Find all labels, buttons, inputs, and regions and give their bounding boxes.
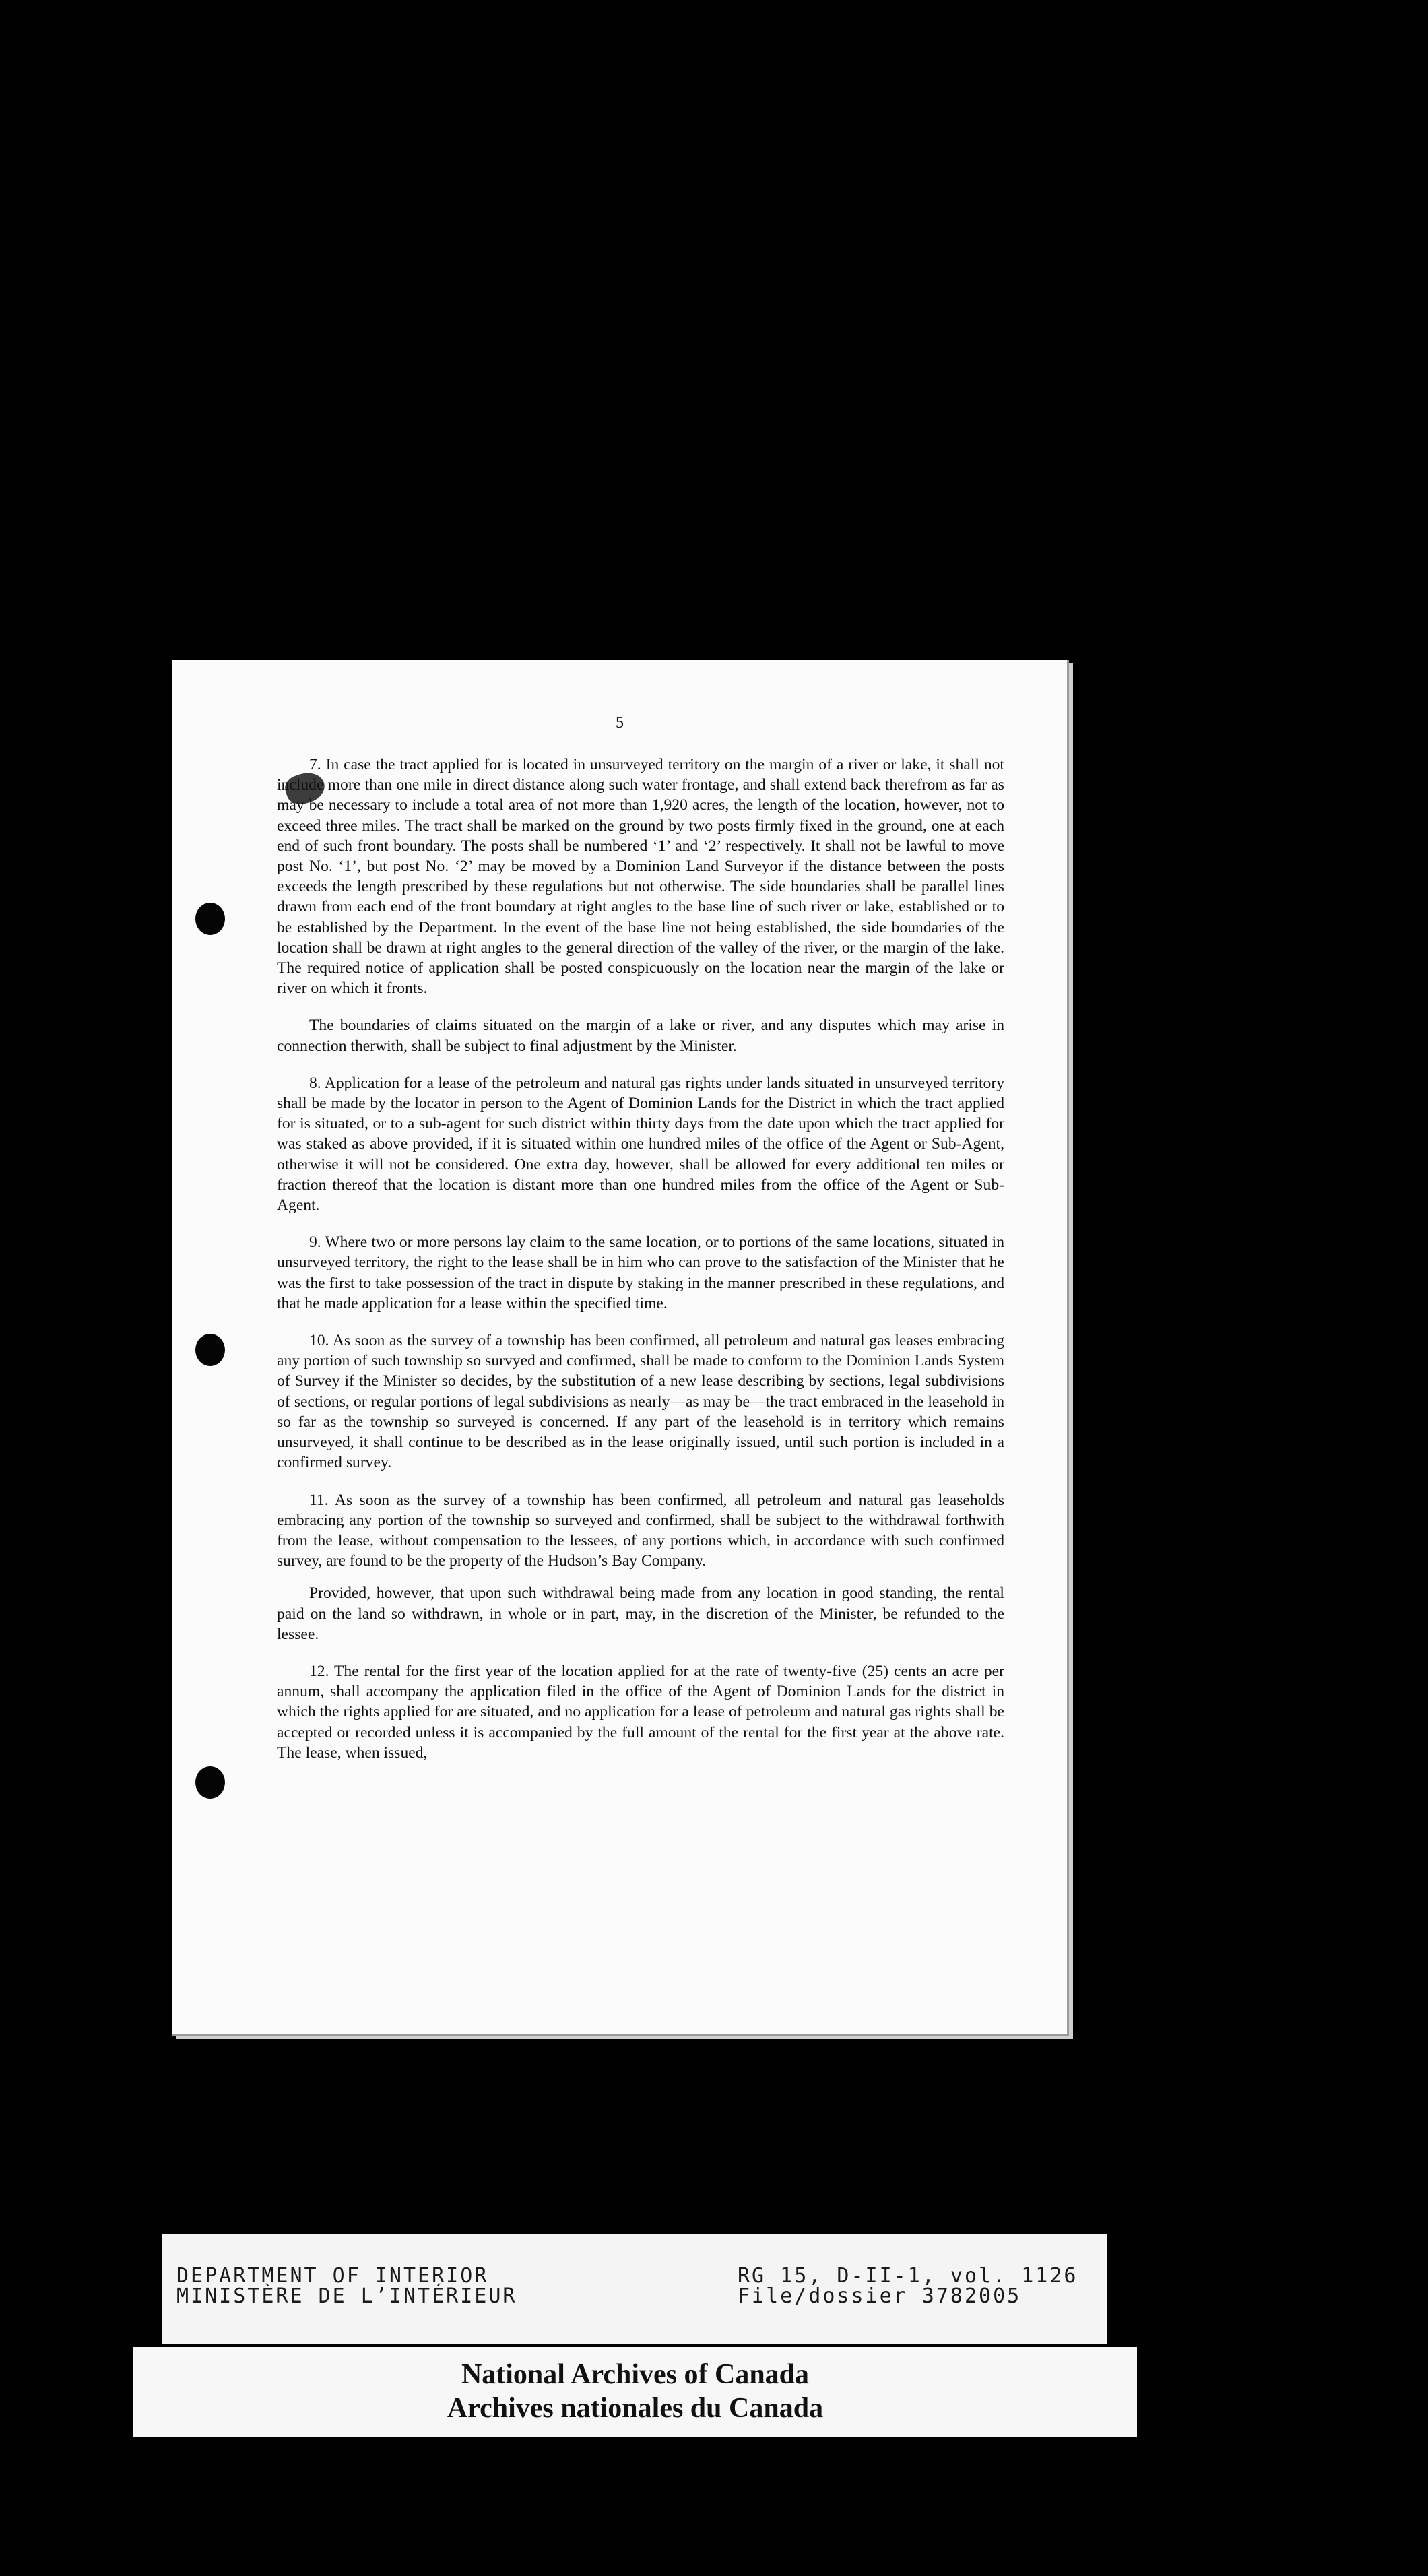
page-number: 5 xyxy=(616,714,624,732)
paragraph-12: 12. The rental for the first year of the location applied for at the rate of twenty-five (25) cents an acre per annum, shall accompany the application filed in the office of the Agent of Dominion Lands for the district in which the rights applied for are situated, and no application for a lease of petroleum and natural gas rights shall be accepted or recorded unless it is accompanied by the full amount of the rental for the first year at the above rate. The lease, when issued, xyxy=(277,1662,1004,1762)
paragraph-boundaries: The boundaries of claims situated on the margin of a lake or river, and any disputes which may arise in connection therwith, shall be subject to final adjustment by the Minister. xyxy=(277,1017,1004,1055)
department-en: DEPARTMENT OF INTERIOR xyxy=(176,2264,489,2288)
archive-reference-label xyxy=(162,2234,1107,2344)
reference-block xyxy=(738,2266,1078,2307)
paragraph-10: 10. As soon as the survey of a township has been confirmed, all petroleum and natural gas leases embracing any portion of such township so survyed and confirmed, shall be made to conform to the Dominion Lands System of Survey if the Minister so decides, by the substitution of a new lease describing by sections, legal subdivisions of sections, or regular portions of legal subdivisions as nearly—as may be—the tract embraced in the leasehold in so far as the township so surveyed is concerned. If any part of the leasehold is in territory which remains unsurveyed, it shall continue to be described as in the lease originally issued, until such portion is included in a confirmed survey. xyxy=(277,1332,1004,1472)
document-body xyxy=(277,754,1004,1780)
punch-hole xyxy=(195,903,225,935)
scanned-document-page xyxy=(172,660,1069,2036)
paragraph-8: 8. Application for a lease of the petroleum and natural gas rights under lands situated in unsurveyed territory shall be made by the locator in person to the Agent of Dominion Lands for the District in which the tract applied for is situated, or to a sub-agent for such district within thirty days from the date upon which the tract applied for was staked as above provided, if it is situated within one hundred miles of the office of the Agent or Sub-Agent, otherwise it will not be considered. One extra day, however, shall be allowed for every additional ten miles or fraction thereof that the location is distant more than one hundred miles from the office of the Agent or Sub-Agent. xyxy=(277,1074,1004,1215)
archive-banner xyxy=(133,2347,1137,2437)
punch-hole xyxy=(195,1334,225,1366)
paragraph-9: 9. Where two or more persons lay claim to the same location, or to portions of the same locations, situated in unsurveyed territory, the right to the lease shall be in him who can prove to the satisfaction of the Minister that he was the first to take possession of the tract in dispute by staking in the manner prescribed in these regulations, and that he made application for a lease within the specified time. xyxy=(277,1233,1004,1312)
punch-hole xyxy=(195,1766,225,1799)
archive-name-fr: Archives nationales du Canada xyxy=(447,2393,824,2424)
department-block xyxy=(176,2266,517,2307)
paragraph-7: 7. In case the tract applied for is located in unsurveyed territory on the margin of a river or lake, it shall not include more than one mile in direct distance along such water frontage, and shall extend back therefrom as far as may be necessary to include a total area of not more than 1,920 acres, the length of the location, however, not to exceed three miles. The tract shall be marked on the ground by two posts firmly fixed in the ground, one at each end of such front boundary. The posts shall be numbered ‘1’ and ‘2’ respectively. It shall not be lawful to move post No. ‘1’, but post No. ‘2’ may be moved by a Dominion Land Surveyor if the distance between the posts exceeds the length prescribed by these regulations but not otherwise. The side boundaries shall be parallel lines drawn from each end of the front boundary at right angles to the base line of such river or lake, established or to be established by the Department. In the event of the base line not being established, the side boundaries of the location shall be drawn at right angles to the general direction of the valley of the river, or the margin of the lake. The required notice of application shall be posted conspicuously on the location near the margin of the lake or river on which it fronts. xyxy=(277,756,1004,998)
archive-name-en: National Archives of Canada xyxy=(461,2359,810,2390)
paragraph-11: 11. As soon as the survey of a township has been confirmed, all petroleum and natural gas leaseholds embracing any portion of the township so surveyed and confirmed, shall be subject to the withdrawal forthwith from the lease, without compensation to the lessees, of any portions which, in accordance with such confirmed survey, are found to be the property of the Hudson’s Bay Company. xyxy=(277,1491,1004,1570)
file-number: File/dossier 3782005 xyxy=(738,2284,1022,2308)
record-group-reference: RG 15, D-II-1, vol. 1126 xyxy=(738,2264,1078,2288)
department-fr: MINISTÈRE DE L’INTÉRIEUR xyxy=(176,2284,517,2308)
paragraph-proviso: Provided, however, that upon such withdrawal being made from any location in good standing, the rental paid on the land so withdrawn, in whole or in part, may, in the discretion of the Minister, be refunded to the lessee. xyxy=(277,1584,1004,1643)
